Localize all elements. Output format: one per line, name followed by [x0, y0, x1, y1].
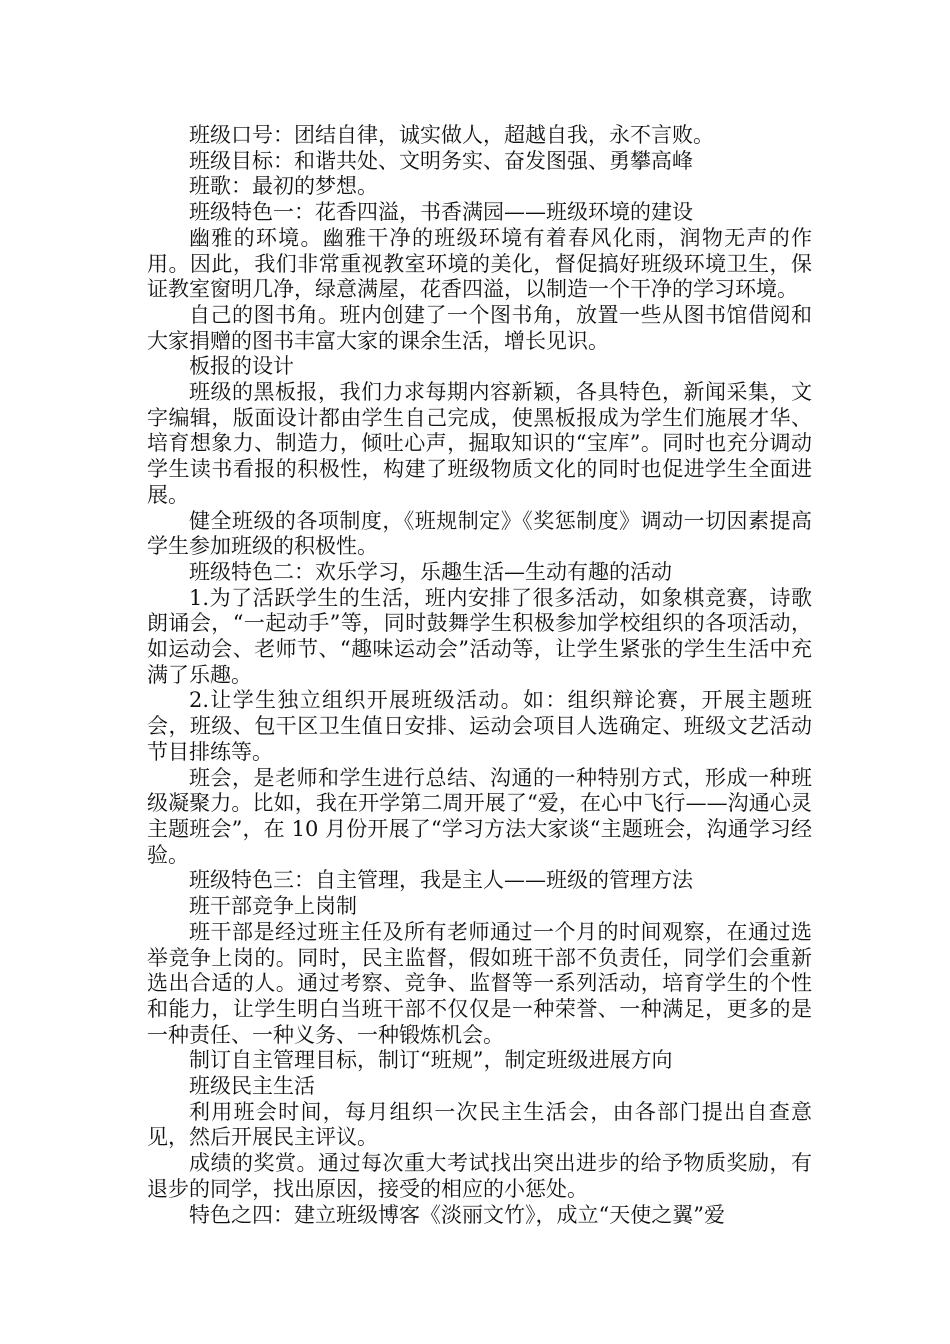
- cadre-election-heading: 班干部竞争上岗制: [189, 894, 357, 919]
- feature-one-heading: 班级特色一：花香四溢，书香满园——班级环境的建设: [189, 200, 693, 225]
- feature-two-heading: 班级特色二：欢乐学习，乐趣生活—生动有趣的活动: [189, 559, 672, 584]
- democratic-life-paragraph: 利用班会时间，每月组织一次民主生活会，由各部门提出自查意见，然后开展民主评议。: [147, 1099, 812, 1150]
- class-meeting-paragraph: 班会，是老师和学生进行总结、沟通的一种特别方式，形成一种班级凝聚力。比如，我在开学第二周开展了“爱，在心中飞行——沟通心灵主题班会”，在 10 月份开展了“学习方法大家谈“主题班会，沟通学习经验。: [147, 765, 812, 867]
- rules-paragraph: 健全班级的各项制度，《班规制定》《奖惩制度》调动一切因素提高学生参加班级的积极性。: [147, 508, 812, 559]
- blackboard-paragraph: 班级的黑板报，我们力求每期内容新颖，各具特色，新闻采集，文字编辑，版面设计都由学生自己完成，使黑板报成为学生们施展才华、培育想象力、制造力，倾吐心声，掘取知识的“宝库”。同时也充分调动学生读书看报的积极性，构建了班级物质文化的同时也促进学生全面进展。: [147, 380, 812, 507]
- book-corner-paragraph: 自己的图书角。班内创建了一个图书角，放置一些从图书馆借阅和大家捐赠的图书丰富大家的课余生活，增长见识。: [147, 302, 812, 353]
- class-goal: 班级目标：和谐共处、文明务实、奋发图强、勇攀高峰: [189, 148, 693, 173]
- feature-four-heading: 特色之四：建立班级博客《淡丽文竹》，成立“天使之翼”爱: [189, 1202, 725, 1227]
- class-song: 班歌：最初的梦想。: [189, 174, 378, 199]
- self-management-goal: 制订自主管理目标，制订“班规”，制定班级进展方向: [189, 1048, 673, 1073]
- activities-paragraph-2: 2.让学生独立组织开展班级活动。如：组织辩论赛，开展主题班会，班级、包干区卫生值日安排、运动会项目人选确定、班级文艺活动节目排练等。: [147, 688, 812, 764]
- class-slogan: 班级口号：团结自律，诚实做人，超越自我，永不言败。: [189, 123, 714, 147]
- cadre-election-paragraph: 班干部是经过班主任及所有老师通过一个月的时间观察，在通过选举竞争上岗的。同时，民主监督，假如班干部不负责任，同学们会重新选出合适的人。通过考察、竞争、监督等一系列活动，培育学生的个性和能力，让学生明白当班干部不仅仅是一种荣誉、一种满足，更多的是一种责任、一种义务、一种锻炼机会。: [147, 919, 812, 1047]
- democratic-life-heading: 班级民主生活: [189, 1074, 315, 1099]
- feature-three-heading: 班级特色三：自主管理，我是主人——班级的管理方法: [189, 868, 693, 893]
- environment-paragraph: 幽雅的环境。幽雅干净的班级环境有着春风化雨，润物无声的作用。因此，我们非常重视教室环境的美化，督促搞好班级环境卫生，保证教室窗明几净，绿意满屋，花香四溢，以制造一个干净的学习环境。: [147, 225, 812, 302]
- activities-paragraph-1: 1.为了活跃学生的生活，班内安排了很多活动，如象棋竞赛，诗歌朗诵会，“一起动手”等，同时鼓舞学生积极参加学校组织的各项活动，如运动会、老师节、“趣味运动会”活动等，让学生紧张的学生生活中充满了乐趣。: [147, 585, 812, 687]
- blackboard-heading: 板报的设计: [189, 354, 294, 379]
- rewards-paragraph: 成绩的奖赏。通过每次重大考试找出突出进步的给予物质奖励，有退步的同学，找出原因，接受的相应的小惩处。: [147, 1151, 812, 1201]
- document-body: [147, 123, 812, 1228]
